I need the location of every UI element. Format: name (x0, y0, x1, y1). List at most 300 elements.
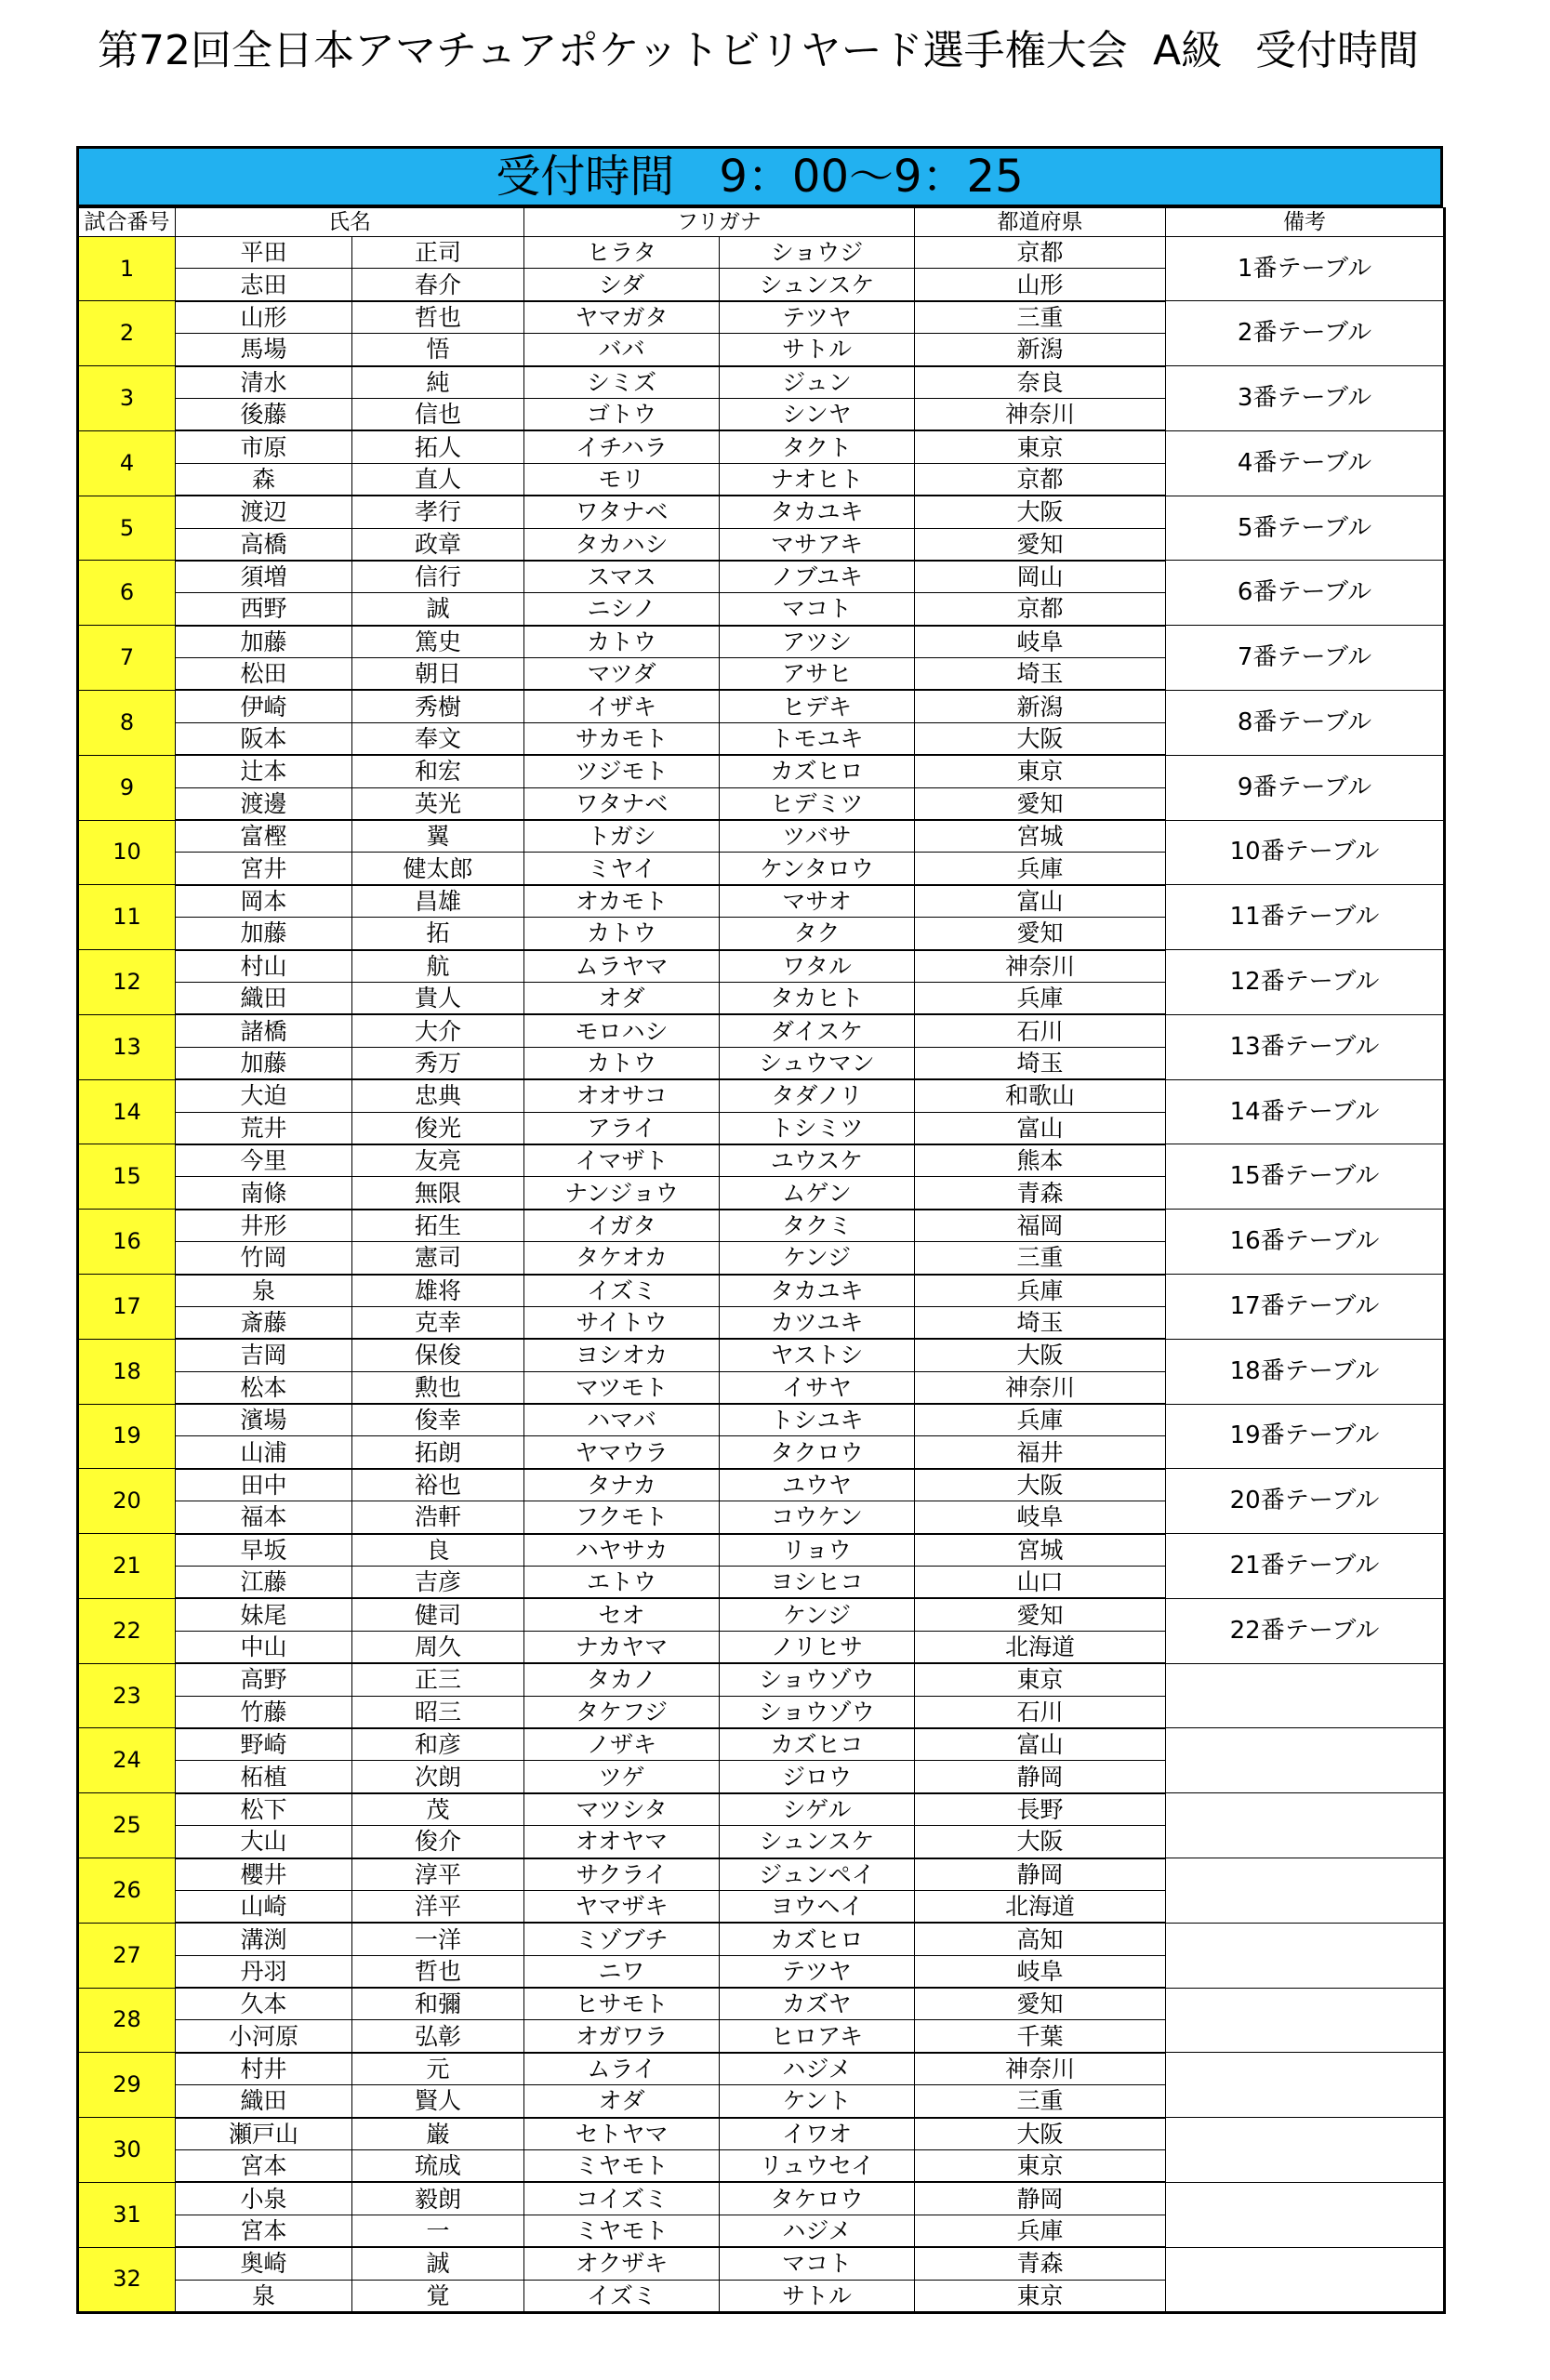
furigana-given-name: タカユキ (720, 1275, 915, 1307)
furigana-surname: ナンジョウ (524, 1177, 720, 1210)
furigana-given-name: ショウゾウ (720, 1696, 915, 1728)
furigana-surname: ハヤサカ (524, 1534, 720, 1567)
match-number: 17 (78, 1275, 176, 1340)
match-number: 15 (78, 1144, 176, 1210)
player-surname: 井形 (176, 1210, 352, 1242)
match-number: 21 (78, 1534, 176, 1599)
player-given-name: 友亮 (352, 1144, 524, 1177)
player-prefecture: 岡山 (915, 561, 1166, 593)
table-assignment-note (1166, 1793, 1445, 1858)
match-number: 19 (78, 1404, 176, 1469)
match-number: 12 (78, 950, 176, 1015)
furigana-surname: モリ (524, 463, 720, 496)
player-surname: 松本 (176, 1371, 352, 1404)
player-prefecture: 三重 (915, 2085, 1166, 2118)
furigana-given-name: タカヒト (720, 982, 915, 1014)
player-surname: 宮本 (176, 2150, 352, 2183)
match-number: 26 (78, 1858, 176, 1924)
furigana-surname: ツジモト (524, 755, 720, 787)
player-surname: 渡辺 (176, 496, 352, 528)
table-assignment-note (1166, 1663, 1445, 1728)
player-prefecture: 大阪 (915, 1826, 1166, 1858)
furigana-given-name: アサヒ (720, 658, 915, 691)
player-prefecture: 岐阜 (915, 1955, 1166, 1988)
player-surname: 櫻井 (176, 1858, 352, 1891)
furigana-given-name: シュンスケ (720, 1826, 915, 1858)
player-given-name: 篤史 (352, 626, 524, 658)
furigana-given-name: タクロウ (720, 1436, 915, 1469)
player-surname: 富樫 (176, 820, 352, 853)
furigana-surname: シミズ (524, 366, 720, 399)
player-prefecture: 神奈川 (915, 950, 1166, 983)
furigana-surname: オガワラ (524, 2020, 720, 2053)
furigana-surname: ゴトウ (524, 398, 720, 430)
page-label: 受付時間 (1255, 27, 1419, 74)
furigana-surname: シダ (524, 269, 720, 301)
furigana-given-name: イワオ (720, 2118, 915, 2150)
player-given-name: 良 (352, 1534, 524, 1567)
table-assignment-note: 7番テーブル (1166, 626, 1445, 691)
player-given-name: 和宏 (352, 755, 524, 787)
player-given-name: 拓生 (352, 1210, 524, 1242)
furigana-given-name: ツバサ (720, 820, 915, 853)
player-surname: 諸橋 (176, 1014, 352, 1047)
furigana-surname: タカノ (524, 1663, 720, 1696)
furigana-surname: イズミ (524, 1275, 720, 1307)
player-given-name: 翼 (352, 820, 524, 853)
furigana-surname: タケフジ (524, 1696, 720, 1728)
furigana-given-name: ショウジ (720, 237, 915, 269)
furigana-surname: サクライ (524, 1858, 720, 1891)
furigana-surname: ワタナベ (524, 496, 720, 528)
furigana-given-name: ユウヤ (720, 1469, 915, 1501)
player-surname: 村井 (176, 2053, 352, 2085)
player-given-name: 俊光 (352, 1112, 524, 1144)
table-row (78, 1728, 1445, 1761)
player-prefecture: 大阪 (915, 496, 1166, 528)
player-prefecture: 岐阜 (915, 1501, 1166, 1534)
furigana-surname: オオサコ (524, 1079, 720, 1112)
player-given-name: 和彌 (352, 1988, 524, 2020)
player-prefecture: 京都 (915, 237, 1166, 269)
furigana-given-name: マコト (720, 2247, 915, 2280)
furigana-surname: タケオカ (524, 1242, 720, 1275)
furigana-surname: ヤマガタ (524, 301, 720, 334)
furigana-given-name: ジュンペイ (720, 1858, 915, 1891)
furigana-given-name: ヨウヘイ (720, 1890, 915, 1923)
player-surname: 野崎 (176, 1728, 352, 1761)
match-number: 27 (78, 1923, 176, 1988)
table-assignment-note: 18番テーブル (1166, 1339, 1445, 1404)
player-prefecture: 北海道 (915, 1890, 1166, 1923)
table-row (78, 430, 1445, 463)
player-given-name: 直人 (352, 463, 524, 496)
player-surname: 田中 (176, 1469, 352, 1501)
furigana-surname: マツモト (524, 1371, 720, 1404)
table-row (78, 1469, 1445, 1501)
table-row (78, 1144, 1445, 1177)
player-prefecture: 三重 (915, 301, 1166, 334)
match-number: 8 (78, 690, 176, 755)
table-assignment-note (1166, 2053, 1445, 2118)
player-given-name: 健太郎 (352, 853, 524, 885)
player-surname: 伊崎 (176, 690, 352, 722)
table-assignment-note (1166, 2247, 1445, 2312)
table-row (78, 561, 1445, 593)
player-prefecture: 静岡 (915, 2182, 1166, 2215)
player-surname: 中山 (176, 1631, 352, 1663)
player-surname: 高橋 (176, 528, 352, 561)
table-assignment-note (1166, 1858, 1445, 1924)
furigana-given-name: タケロウ (720, 2182, 915, 2215)
player-given-name: 一洋 (352, 1923, 524, 1955)
player-given-name: 勲也 (352, 1371, 524, 1404)
player-surname: 清水 (176, 366, 352, 399)
player-surname: 小河原 (176, 2020, 352, 2053)
table-assignment-note: 9番テーブル (1166, 755, 1445, 820)
player-given-name: 純 (352, 366, 524, 399)
furigana-surname: ミゾブチ (524, 1923, 720, 1955)
player-given-name: 政章 (352, 528, 524, 561)
player-prefecture: 新潟 (915, 690, 1166, 722)
match-number: 25 (78, 1793, 176, 1858)
furigana-given-name: ノブユキ (720, 561, 915, 593)
player-surname: 大山 (176, 1826, 352, 1858)
player-surname: 山形 (176, 301, 352, 334)
player-surname: 吉岡 (176, 1339, 352, 1371)
table-header-row (78, 208, 1445, 237)
furigana-surname: ムラヤマ (524, 950, 720, 983)
table-row (78, 1275, 1445, 1307)
furigana-given-name: ヨシヒコ (720, 1567, 915, 1599)
table-assignment-note: 14番テーブル (1166, 1079, 1445, 1144)
furigana-surname: カトウ (524, 1047, 720, 1079)
player-prefecture: 青森 (915, 2247, 1166, 2280)
player-surname: 後藤 (176, 398, 352, 430)
table-assignment-note: 16番テーブル (1166, 1210, 1445, 1275)
match-number: 2 (78, 301, 176, 366)
player-prefecture: 山口 (915, 1567, 1166, 1599)
furigana-given-name: カズヤ (720, 1988, 915, 2020)
furigana-surname: ナカヤマ (524, 1631, 720, 1663)
match-number: 22 (78, 1598, 176, 1663)
furigana-surname: タカハシ (524, 528, 720, 561)
table-row (78, 950, 1445, 983)
match-number: 7 (78, 626, 176, 691)
player-given-name: 航 (352, 950, 524, 983)
player-given-name: 毅朗 (352, 2182, 524, 2215)
player-prefecture: 兵庫 (915, 853, 1166, 885)
furigana-given-name: シュウマン (720, 1047, 915, 1079)
table-row (78, 2247, 1445, 2280)
furigana-surname: イマザト (524, 1144, 720, 1177)
furigana-surname: オダ (524, 2085, 720, 2118)
furigana-given-name: ケント (720, 2085, 915, 2118)
player-surname: 竹藤 (176, 1696, 352, 1728)
player-given-name: 拓朗 (352, 1436, 524, 1469)
player-prefecture: 兵庫 (915, 1275, 1166, 1307)
player-surname: 織田 (176, 982, 352, 1014)
furigana-surname: アライ (524, 1112, 720, 1144)
player-prefecture: 愛知 (915, 1988, 1166, 2020)
furigana-given-name: カズヒコ (720, 1728, 915, 1761)
player-prefecture: 宮城 (915, 1534, 1166, 1567)
player-given-name: 秀万 (352, 1047, 524, 1079)
table-assignment-note: 5番テーブル (1166, 496, 1445, 561)
furigana-given-name: マコト (720, 593, 915, 626)
table-assignment-note: 21番テーブル (1166, 1534, 1445, 1599)
furigana-surname: ヒサモト (524, 1988, 720, 2020)
player-prefecture: 兵庫 (915, 982, 1166, 1014)
player-prefecture: 山形 (915, 269, 1166, 301)
player-prefecture: 熊本 (915, 1144, 1166, 1177)
table-row (78, 1339, 1445, 1371)
player-prefecture: 東京 (915, 2150, 1166, 2183)
class-label: A級 (1153, 27, 1223, 74)
player-prefecture: 高知 (915, 1923, 1166, 1955)
player-given-name: 克幸 (352, 1306, 524, 1339)
player-prefecture: 宮城 (915, 820, 1166, 853)
player-prefecture: 兵庫 (915, 1404, 1166, 1436)
table-row (78, 1663, 1445, 1696)
player-prefecture: 大阪 (915, 1339, 1166, 1371)
player-prefecture: 富山 (915, 1112, 1166, 1144)
player-prefecture: 兵庫 (915, 2215, 1166, 2247)
player-given-name: 巌 (352, 2118, 524, 2150)
player-surname: 竹岡 (176, 1242, 352, 1275)
match-number: 10 (78, 820, 176, 885)
match-number: 23 (78, 1663, 176, 1728)
player-prefecture: 長野 (915, 1793, 1166, 1826)
player-prefecture: 福井 (915, 1436, 1166, 1469)
player-given-name: 信行 (352, 561, 524, 593)
player-surname: 須増 (176, 561, 352, 593)
table-assignment-note: 4番テーブル (1166, 430, 1445, 496)
table-row (78, 2182, 1445, 2215)
furigana-surname: マツダ (524, 658, 720, 691)
furigana-given-name: ハジメ (720, 2215, 915, 2247)
player-given-name: 保俊 (352, 1339, 524, 1371)
player-given-name: 秀樹 (352, 690, 524, 722)
furigana-surname: エトウ (524, 1567, 720, 1599)
match-number: 29 (78, 2053, 176, 2118)
player-surname: 渡邊 (176, 787, 352, 820)
player-given-name: 哲也 (352, 301, 524, 334)
table-row (78, 1014, 1445, 1047)
table-row (78, 237, 1445, 269)
player-surname: 丹羽 (176, 1955, 352, 1988)
furigana-surname: イガタ (524, 1210, 720, 1242)
player-surname: 宮井 (176, 853, 352, 885)
player-given-name: 元 (352, 2053, 524, 2085)
player-surname: 瀬戸山 (176, 2118, 352, 2150)
match-number: 4 (78, 430, 176, 496)
furigana-given-name: シュンスケ (720, 269, 915, 301)
event-title: 第72回全日本アマチュアポケットビリヤード選手権大会 (98, 27, 1128, 74)
player-prefecture: 奈良 (915, 366, 1166, 399)
furigana-surname: ニワ (524, 1955, 720, 1988)
furigana-given-name: トシミツ (720, 1112, 915, 1144)
furigana-given-name: ジロウ (720, 1761, 915, 1793)
player-given-name: 周久 (352, 1631, 524, 1663)
table-assignment-note: 3番テーブル (1166, 366, 1445, 431)
furigana-given-name: ハジメ (720, 2053, 915, 2085)
player-given-name: 悟 (352, 334, 524, 366)
player-given-name: 奉文 (352, 722, 524, 755)
furigana-surname: イチハラ (524, 430, 720, 463)
player-prefecture: 東京 (915, 1663, 1166, 1696)
table-row (78, 1923, 1445, 1955)
table-row (78, 301, 1445, 334)
furigana-given-name: テツヤ (720, 1955, 915, 1988)
furigana-surname: カトウ (524, 918, 720, 950)
player-surname: 久本 (176, 1988, 352, 2020)
furigana-surname: オダ (524, 982, 720, 1014)
furigana-surname: サイトウ (524, 1306, 720, 1339)
furigana-surname: イザキ (524, 690, 720, 722)
player-surname: 織田 (176, 2085, 352, 2118)
furigana-given-name: タクミ (720, 1210, 915, 1242)
furigana-surname: セオ (524, 1598, 720, 1631)
furigana-surname: コイズミ (524, 2182, 720, 2215)
player-prefecture: 神奈川 (915, 2053, 1166, 2085)
furigana-surname: ヒラタ (524, 237, 720, 269)
player-given-name: 誠 (352, 2247, 524, 2280)
table-assignment-note: 12番テーブル (1166, 950, 1445, 1015)
player-given-name: 琉成 (352, 2150, 524, 2183)
player-prefecture: 大阪 (915, 722, 1166, 755)
furigana-surname: セトヤマ (524, 2118, 720, 2150)
player-prefecture: 静岡 (915, 1858, 1166, 1891)
player-surname: 加藤 (176, 918, 352, 950)
player-surname: 松下 (176, 1793, 352, 1826)
table-assignment-note: 17番テーブル (1166, 1275, 1445, 1340)
table-assignment-note: 15番テーブル (1166, 1144, 1445, 1210)
player-prefecture: 東京 (915, 2280, 1166, 2312)
player-prefecture: 神奈川 (915, 398, 1166, 430)
player-surname: 大迫 (176, 1079, 352, 1112)
furigana-surname: トガシ (524, 820, 720, 853)
furigana-surname: ツゲ (524, 1761, 720, 1793)
furigana-given-name: ケンジ (720, 1242, 915, 1275)
player-prefecture: 愛知 (915, 787, 1166, 820)
player-given-name: 覚 (352, 2280, 524, 2312)
player-surname: 小泉 (176, 2182, 352, 2215)
player-given-name: 大介 (352, 1014, 524, 1047)
furigana-given-name: テツヤ (720, 301, 915, 334)
furigana-given-name: リョウ (720, 1534, 915, 1567)
player-prefecture: 福岡 (915, 1210, 1166, 1242)
table-row (78, 820, 1445, 853)
player-surname: 馬場 (176, 334, 352, 366)
furigana-given-name: ショウゾウ (720, 1663, 915, 1696)
player-given-name: 忠典 (352, 1079, 524, 1112)
player-surname: 溝渕 (176, 1923, 352, 1955)
table-row (78, 885, 1445, 918)
match-number: 28 (78, 1988, 176, 2053)
player-surname: 加藤 (176, 626, 352, 658)
furigana-surname: ヤマザキ (524, 1890, 720, 1923)
player-prefecture: 新潟 (915, 334, 1166, 366)
col-furigana: フリガナ (524, 208, 915, 237)
match-number: 30 (78, 2118, 176, 2183)
furigana-given-name: ジュン (720, 366, 915, 399)
player-given-name: 吉彦 (352, 1567, 524, 1599)
furigana-surname: サカモト (524, 722, 720, 755)
match-number: 5 (78, 496, 176, 561)
player-surname: 江藤 (176, 1567, 352, 1599)
furigana-given-name: トシユキ (720, 1404, 915, 1436)
player-given-name: 朝日 (352, 658, 524, 691)
furigana-given-name: ケンジ (720, 1598, 915, 1631)
player-surname: 市原 (176, 430, 352, 463)
match-number: 18 (78, 1339, 176, 1404)
reception-time-text: 受付時間 9：00～9：25 (496, 151, 1024, 203)
player-given-name: 雄将 (352, 1275, 524, 1307)
furigana-given-name: ヒデミツ (720, 787, 915, 820)
furigana-given-name: ムゲン (720, 1177, 915, 1210)
player-surname: 福本 (176, 1501, 352, 1534)
player-surname: 岡本 (176, 885, 352, 918)
player-surname: 泉 (176, 2280, 352, 2312)
match-number: 3 (78, 366, 176, 431)
player-given-name: 裕也 (352, 1469, 524, 1501)
furigana-given-name: コウケン (720, 1501, 915, 1534)
furigana-given-name: ヒロアキ (720, 2020, 915, 2053)
player-prefecture: 千葉 (915, 2020, 1166, 2053)
match-table (76, 207, 1446, 2314)
table-assignment-note: 1番テーブル (1166, 237, 1445, 301)
player-surname: 松田 (176, 658, 352, 691)
player-surname: 平田 (176, 237, 352, 269)
player-given-name: 拓人 (352, 430, 524, 463)
player-prefecture: 石川 (915, 1696, 1166, 1728)
furigana-surname: ヨシオカ (524, 1339, 720, 1371)
player-given-name: 浩軒 (352, 1501, 524, 1534)
furigana-given-name: ヒデキ (720, 690, 915, 722)
table-row (78, 1404, 1445, 1436)
player-surname: 山浦 (176, 1436, 352, 1469)
player-given-name: 昌雄 (352, 885, 524, 918)
reception-sheet (76, 146, 1443, 2314)
player-prefecture: 三重 (915, 1242, 1166, 1275)
player-given-name: 孝行 (352, 496, 524, 528)
player-surname: 南條 (176, 1177, 352, 1210)
player-prefecture: 京都 (915, 593, 1166, 626)
col-prefecture: 都道府県 (915, 208, 1166, 237)
table-assignment-note: 2番テーブル (1166, 301, 1445, 366)
table-row (78, 496, 1445, 528)
furigana-surname: マツシタ (524, 1793, 720, 1826)
table-assignment-note: 22番テーブル (1166, 1598, 1445, 1663)
furigana-surname: オカモト (524, 885, 720, 918)
player-prefecture: 東京 (915, 755, 1166, 787)
match-number: 6 (78, 561, 176, 626)
col-match-no: 試合番号 (78, 208, 176, 237)
player-given-name: 貴人 (352, 982, 524, 1014)
furigana-given-name: マサアキ (720, 528, 915, 561)
player-prefecture: 和歌山 (915, 1079, 1166, 1112)
player-prefecture: 富山 (915, 1728, 1166, 1761)
table-row (78, 2118, 1445, 2150)
reception-time-banner (76, 146, 1443, 207)
furigana-given-name: タクト (720, 430, 915, 463)
furigana-given-name: タク (720, 918, 915, 950)
table-row (78, 1598, 1445, 1631)
player-prefecture: 京都 (915, 463, 1166, 496)
player-given-name: 拓 (352, 918, 524, 950)
player-given-name: 淳平 (352, 1858, 524, 1891)
